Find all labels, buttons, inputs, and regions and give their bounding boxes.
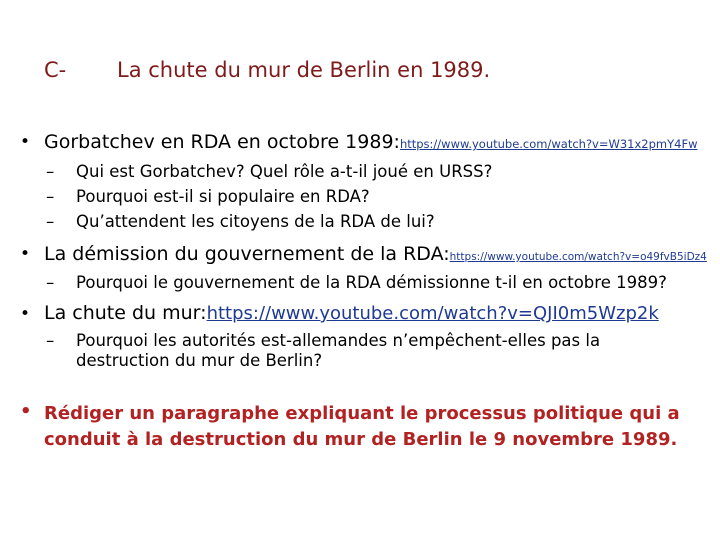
- sub-item-text: Pourquoi les autorités est-allemandes n’empêchent-elles pas la destruction du mur de Berlin?: [76, 331, 601, 370]
- sub-item-text: Qu’attendent les citoyens de la RDA de lui?: [76, 212, 435, 231]
- bullet-3: [44, 302, 659, 324]
- sub-item-text: Pourquoi le gouvernement de la RDA démissionne t-il en octobre 1989?: [76, 273, 667, 292]
- bullet-dot-3: •: [20, 304, 31, 324]
- bullet-2-link[interactable]: https://www.youtube.com/watch?v=o49fvB5iDz4: [449, 251, 707, 263]
- bullet-dot-1: •: [20, 132, 31, 152]
- bullet-1-link[interactable]: https://www.youtube.com/watch?v=W31x2pmY4Fw: [399, 137, 698, 151]
- bullet-dot-2: •: [20, 244, 31, 264]
- sub-item-2-1: – Pourquoi le gouvernement de la RDA démissionne t-il en octobre 1989?: [46, 273, 667, 292]
- sub-item-1-1: – Qui est Gorbatchev? Quel rôle a-t-il joué en URSS?: [46, 162, 493, 181]
- sub-item-3-1: – Pourquoi les autorités est-allemandes n’empêchent-elles pas la destruction du mur de Berlin?: [46, 331, 696, 371]
- assignment-text: Rédiger un paragraphe expliquant le processus politique qui a conduit à la destruction du mur de Berlin le 9 novembre 1989.: [44, 403, 680, 450]
- sub-item-1-3: – Qu’attendent les citoyens de la RDA de lui?: [46, 212, 435, 231]
- bullet-2-text: La démission du gouvernement de la RDA:: [44, 243, 450, 265]
- bullet-1-text: Gorbatchev en RDA en octobre 1989:: [44, 131, 400, 153]
- bullet-3-link[interactable]: https://www.youtube.com/watch?v=QJI0m5Wzp2k: [206, 303, 659, 324]
- bullet-1: [44, 131, 697, 153]
- title-prefix: C-: [44, 58, 67, 82]
- bullet-3-text: La chute du mur:: [44, 302, 207, 324]
- sub-item-1-2: – Pourquoi est-il si populaire en RDA?: [46, 187, 370, 206]
- page-title: La chute du mur de Berlin en 1989.: [117, 58, 491, 82]
- assignment-instruction: • Rédiger un paragraphe expliquant le processus politique qui a conduit à la destruction du mur de Berlin le 9 novembre 1989.: [20, 401, 684, 453]
- bullet-2: [44, 243, 707, 265]
- sub-item-text: Qui est Gorbatchev? Quel rôle a-t-il joué en URSS?: [76, 162, 493, 181]
- sub-item-text: Pourquoi est-il si populaire en RDA?: [76, 187, 370, 206]
